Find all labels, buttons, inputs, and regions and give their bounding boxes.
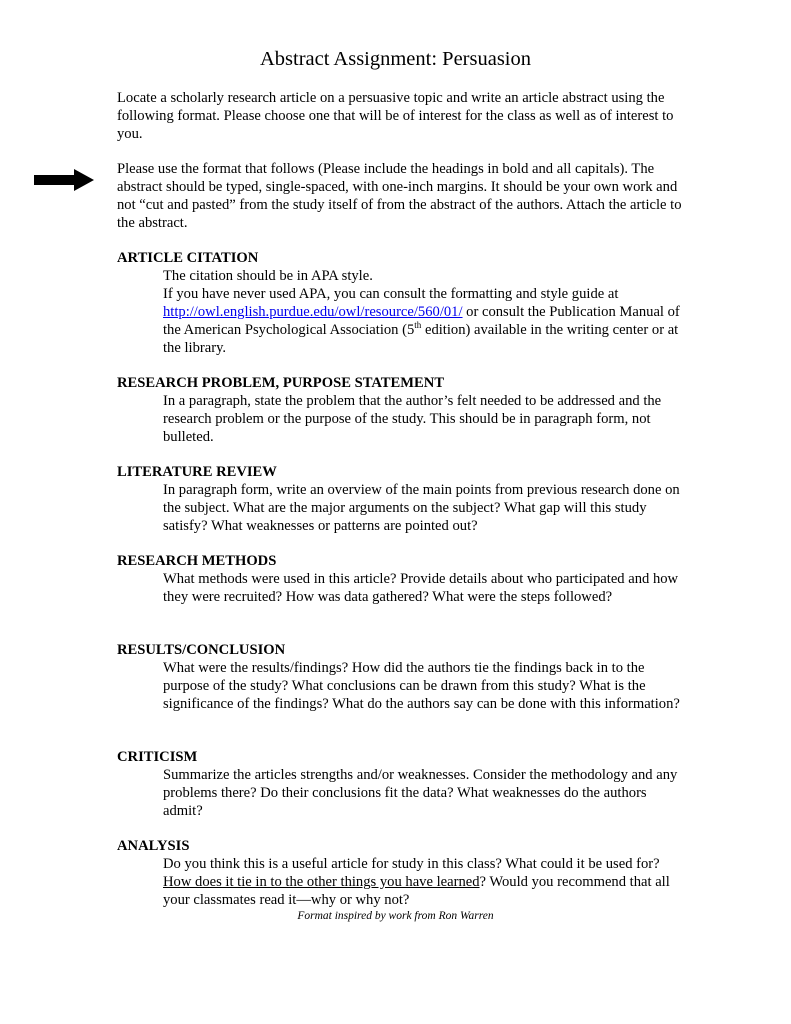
edition-superscript: th [414, 320, 422, 331]
citation-line-1: The citation should be in APA style. [163, 268, 373, 284]
analysis-text-pre: Do you think this is a useful article for study in this class? What could it be used for? [163, 856, 660, 872]
section-heading: RESEARCH PROBLEM, PURPOSE STATEMENT [117, 375, 445, 391]
section-research-methods [117, 552, 687, 606]
section-article-citation [117, 249, 687, 357]
section-heading: CRITICISM [117, 749, 198, 765]
section-body: In paragraph form, write an overview of the main points from previous research done on the subject. What are the major arguments on the subject? What gap will this study satisfy? What weaknesses or patterns are pointed out? [163, 482, 680, 534]
section-body: In a paragraph, state the problem that the author’s felt needed to be addressed and the research problem or the purpose of the study. This should be in paragraph form, not bulleted. [163, 393, 662, 445]
page-title: Abstract Assignment: Persuasion [259, 48, 532, 70]
section-body: What methods were used in this article? Provide details about who participated and how they were recruited? How was data gathered? What were the steps followed? [163, 571, 679, 605]
section-results-conclusion [117, 641, 687, 713]
analysis-text-post: ? Would you recommend that all your classmates read it—why or why not? [163, 874, 670, 908]
section-heading: LITERATURE REVIEW [117, 464, 277, 480]
format-paragraph: Please use the format that follows (Please include the headings in bold and all capitals). The abstract should be typed, single-spaced, with one-inch margins. It should be your own work and not “cut and pasted” from the study itself of from the abstract of the authors. Attach the article to the abstract. [117, 161, 682, 231]
section-heading: RESULTS/CONCLUSION [117, 642, 286, 658]
citation-text-mid: or consult the Publication Manual of the American Psychological Association (5 [163, 304, 680, 338]
section-body: Summarize the articles strengths and/or weaknesses. Consider the methodology and any problems there? Do their conclusions fit the data? What weaknesses do the authors admit? [163, 767, 678, 819]
section-heading: ARTICLE CITATION [117, 250, 259, 266]
section-heading: RESEARCH METHODS [117, 553, 277, 569]
right-arrow-icon [34, 169, 94, 191]
section-heading: ANALYSIS [117, 838, 190, 854]
section-body: What were the results/findings? How did the authors tie the findings back in to the purpose of the study? What conclusions can be drawn from this study? What is the significance of the findings? What do the authors say can be done with this information? [163, 660, 680, 712]
section-criticism [117, 748, 687, 820]
section-analysis [117, 837, 687, 909]
analysis-underlined-text: How does it tie in to the other things you have learned [163, 874, 480, 890]
section-body [163, 855, 683, 909]
credit-line: Format inspired by work from Ron Warren [297, 910, 494, 922]
citation-text-post: edition) available in the writing center or at the library. [163, 322, 679, 356]
citation-text-pre: If you have never used APA, you can consult the formatting and style guide at [163, 286, 619, 302]
intro-paragraph: Locate a scholarly research article on a persuasive topic and write an article abstract using the following format. Please choose one that will be of interest for the class as well as of interest to you. [117, 90, 674, 142]
apa-guide-link[interactable]: http://owl.english.purdue.edu/owl/resource/560/01/ [163, 304, 463, 320]
section-literature-review [117, 463, 687, 535]
citation-line-2 [163, 285, 683, 357]
section-research-problem [117, 374, 687, 446]
section-body [163, 267, 683, 357]
